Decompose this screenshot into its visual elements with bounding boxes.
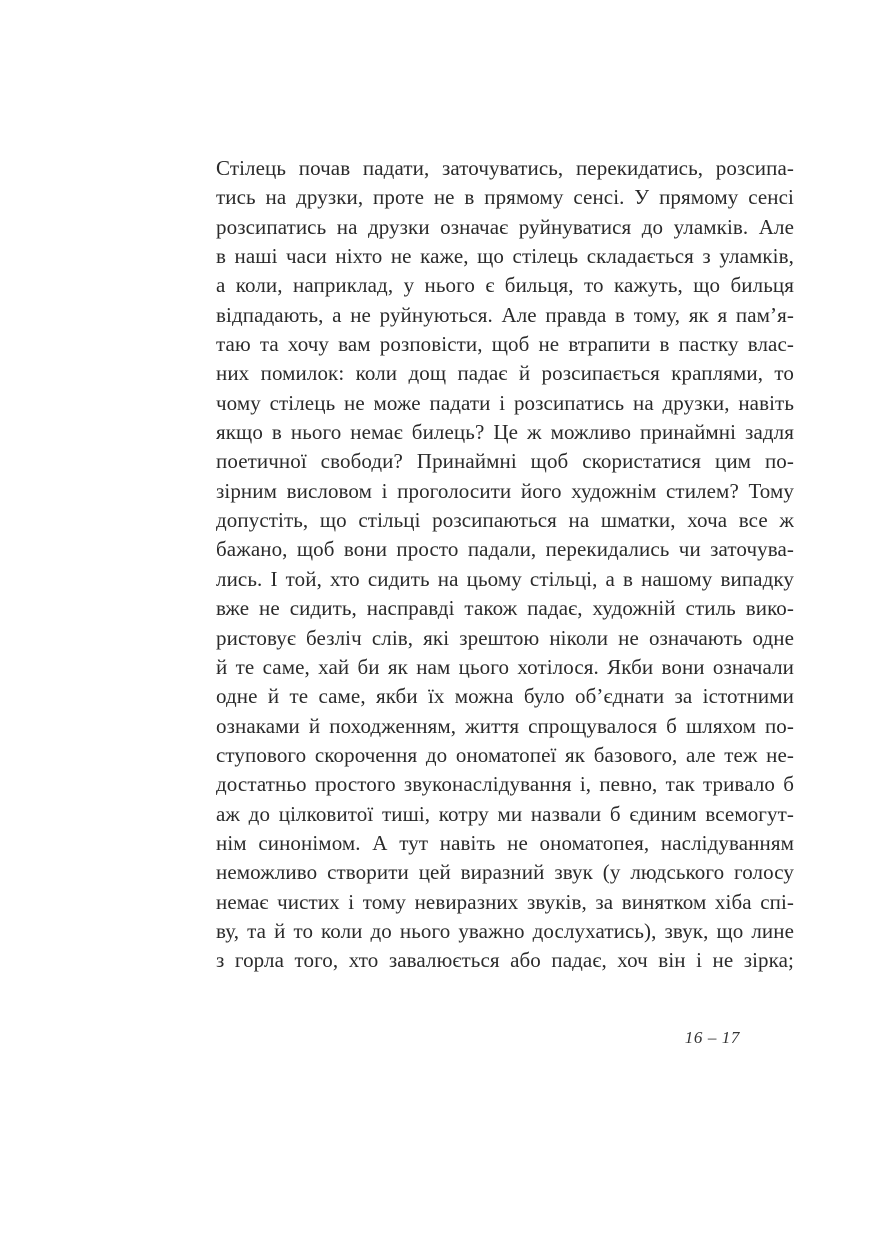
text-line: чому стілець не може падати і розсипатись на друзки, навіть [216, 390, 794, 415]
page-number: 16 – 17 [684, 1028, 740, 1047]
text-line: Стілець почав падати, заточуватись, перекидатись, розсипа- [216, 156, 794, 180]
text-line: з горла того, хто завалюється або падає, хоч він і не зірка; [216, 948, 794, 973]
text-line: якщо в нього немає билець? Це ж можливо принаймні задля [216, 420, 794, 445]
text-line: нім синонімом. А тут навіть не ономатопея, наслідуванням [216, 830, 794, 855]
text-line: а коли, наприклад, у нього є бильця, то кажуть, що бильця [216, 273, 794, 298]
text-line: зірним висловом і проголосити його художнім стилем? Тому [216, 478, 794, 503]
text-line: й те саме, хай би як нам цього хотілося. Якби вони означали [216, 654, 794, 679]
text-line: аж до цілковитої тиші, котру ми назвали б єдиним всемогут- [216, 801, 794, 826]
text-line: достатньо простого звуконаслідування і, певно, так тривало б [216, 772, 794, 797]
text-line: них помилок: коли дощ падає й розсипається краплями, то [216, 361, 794, 386]
text-line: вже не сидить, насправді також падає, художній стиль вико- [216, 596, 794, 621]
text-line: немає чистих і тому невиразних звуків, за винятком хіба спі- [216, 889, 794, 914]
text-line: ристовує безліч слів, які зрештою ніколи не означають одне [216, 625, 794, 650]
text-line: тись на друзки, проте не в прямому сенсі. У прямому сенсі [216, 185, 794, 210]
text-line: одне й те саме, якби їх можна було об’єднати за істотними [216, 684, 794, 709]
text-line: поетичної свободи? Принаймні щоб скористатися цим по- [216, 449, 794, 474]
text-line: лись. І той, хто сидить на цьому стільці, а в нашому випадку [216, 566, 794, 591]
text-line: неможливо створити цей виразний звук (у людського голосу [216, 860, 794, 885]
text-line: ознаками й походженням, життя спрощувалося б шляхом по- [216, 713, 794, 738]
text-line: допустіть, що стільці розсипаються на шматки, хоча все ж [216, 508, 794, 533]
body-text-block [216, 154, 794, 976]
text-line: відпадають, а не руйнуються. Але правда в тому, як я пам’я- [216, 302, 794, 327]
text-line: таю та хочу вам розповісти, щоб не втрапити в пастку влас- [216, 332, 794, 357]
text-line: розсипатись на друзки означає руйнуватися до уламків. Але [216, 214, 794, 239]
text-line: ву, та й то коли до нього уважно дослухатись), звук, що лине [216, 918, 794, 943]
text-line: ступового скорочення до ономатопеї як базового, але теж не- [216, 742, 794, 767]
text-line: в наші часи ніхто не каже, що стілець складається з уламків, [216, 244, 794, 269]
text-line: бажано, щоб вони просто падали, перекидались чи заточува- [216, 537, 794, 562]
